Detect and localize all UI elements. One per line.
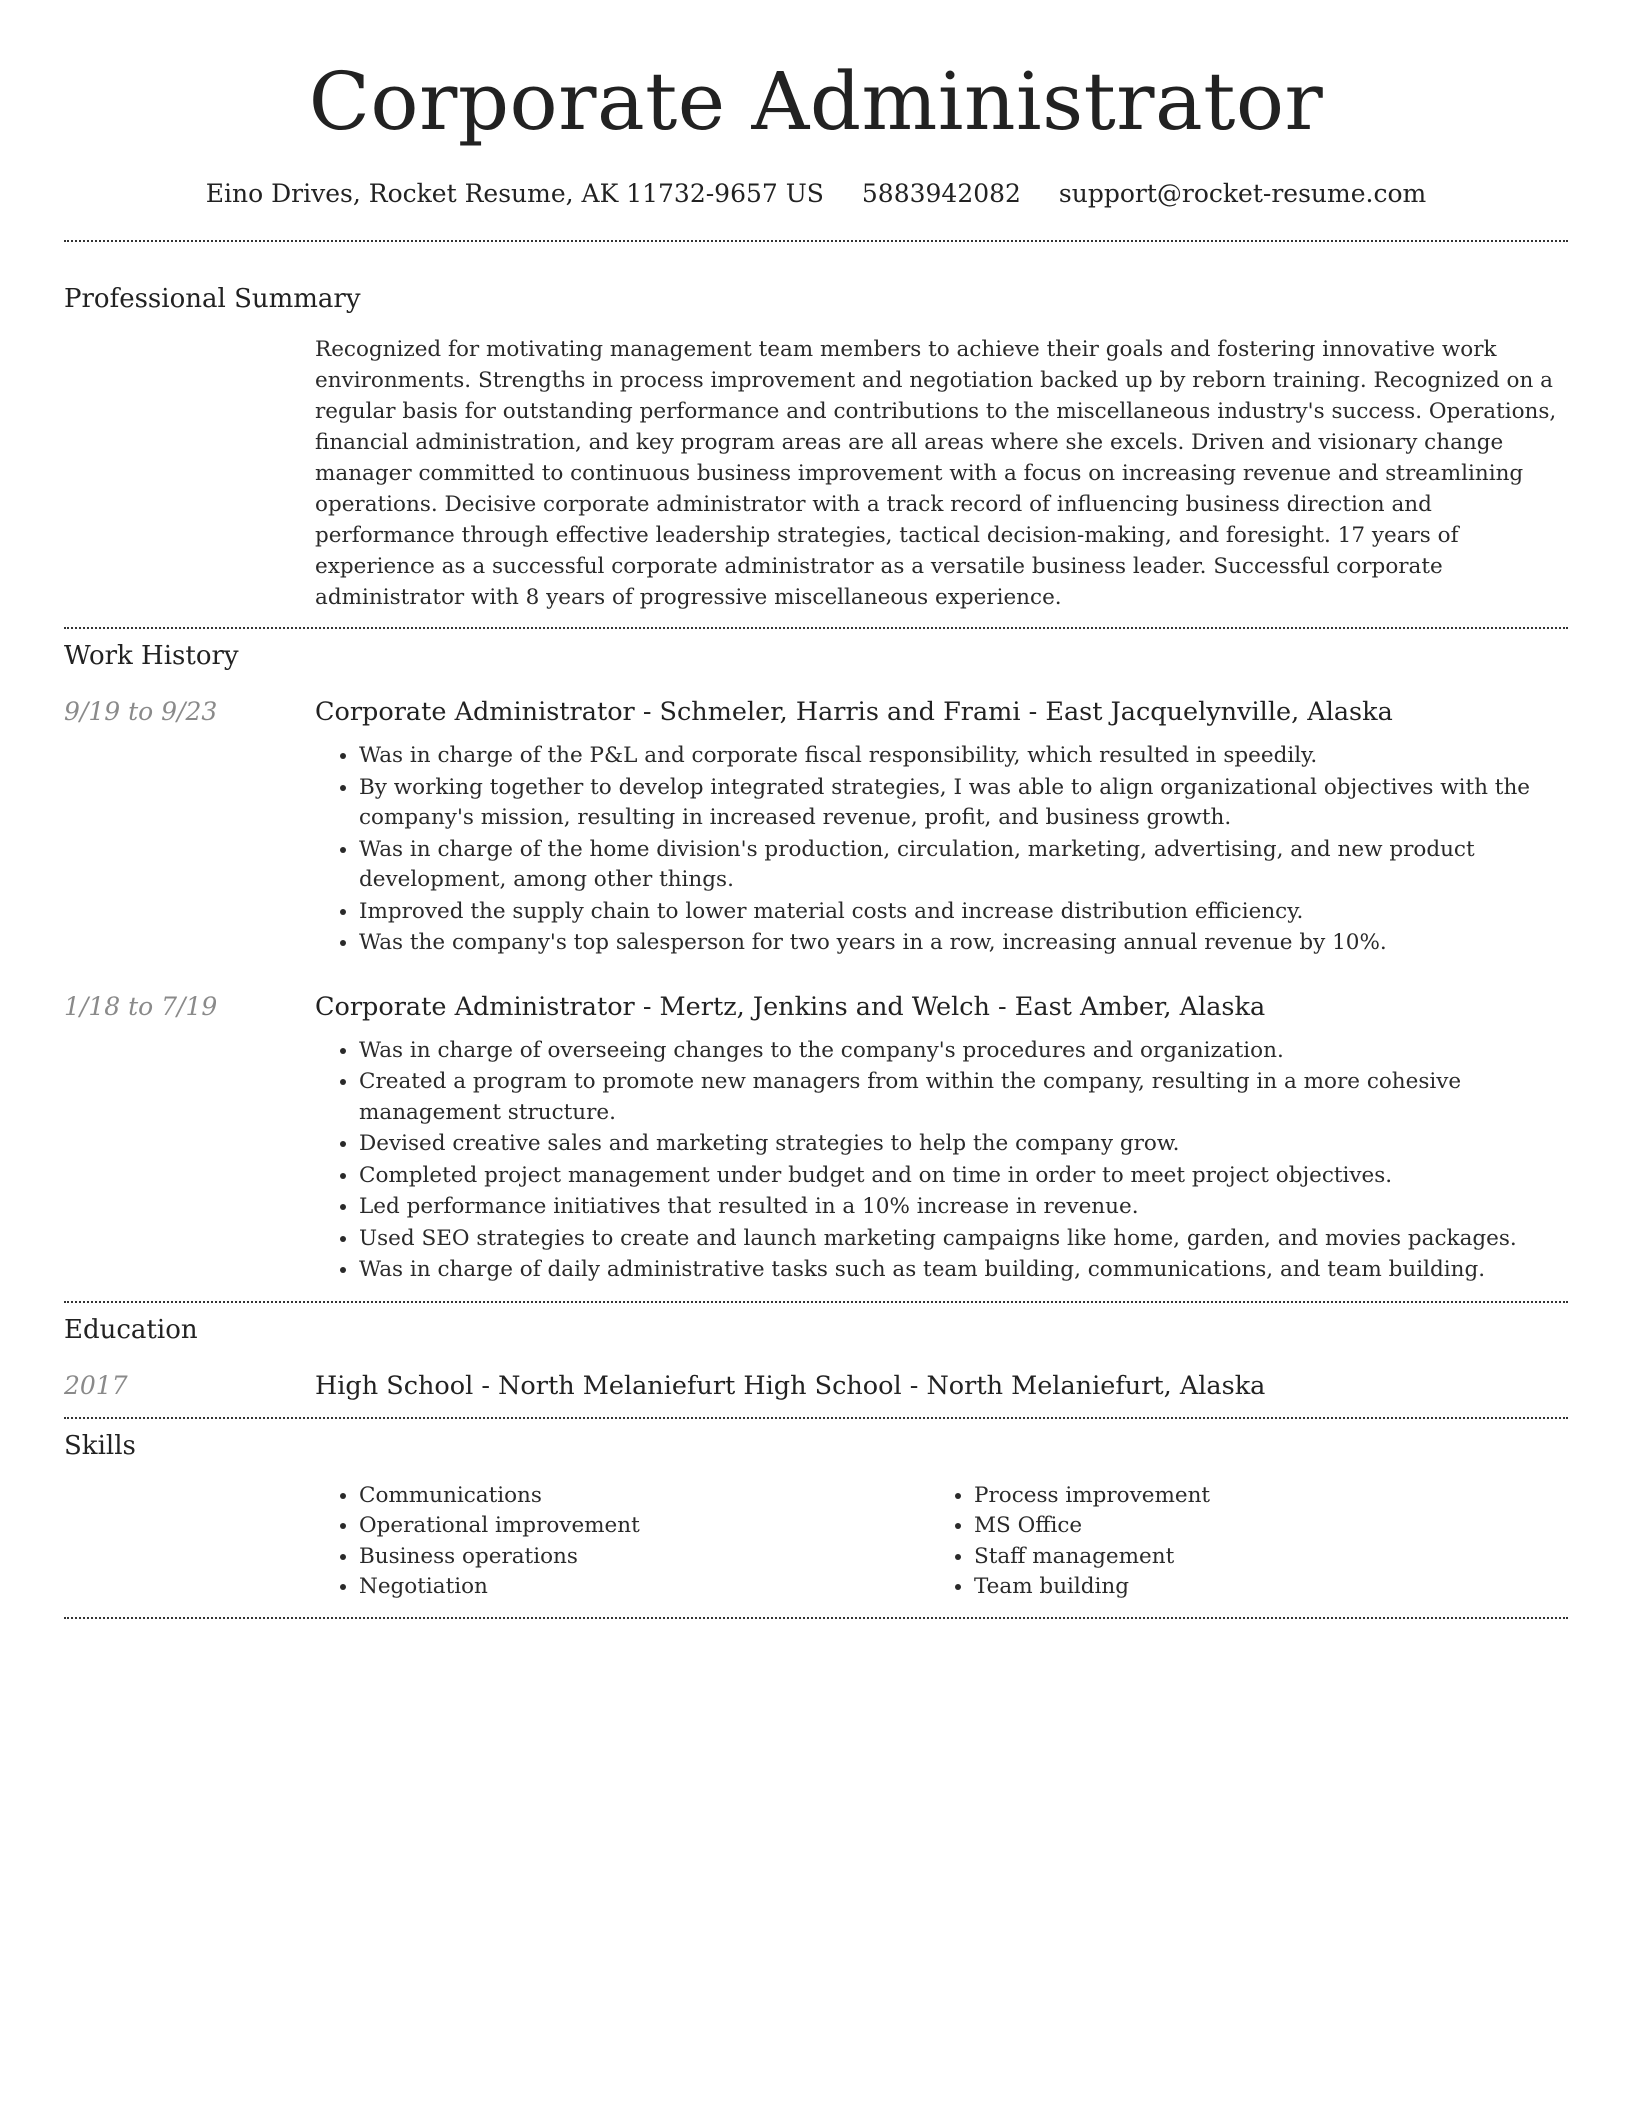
skills-list-left bbox=[315, 1481, 930, 1603]
skill-item: • Team building bbox=[974, 1572, 1545, 1603]
list-item: • Was in charge of overseeing changes to the company's procedures and organization. bbox=[359, 1036, 1568, 1067]
job-dates: 9/19 to 9/23 bbox=[64, 697, 218, 726]
divider bbox=[64, 627, 1568, 629]
list-item: • Was the company's top salesperson for two years in a row, increasing annual revenue by 10%. bbox=[359, 928, 1568, 959]
skill-item: • Operational improvement bbox=[359, 1511, 930, 1542]
summary-text: Recognized for motivating management team members to achieve their goals and fostering innovative work environments. Strengths in process improvement and negotiation backed up by reborn training. Recognized on a regular basis for outstanding performance and contributions to the miscellaneous industry's success. Operations, financial administration, and key program areas are all areas where she excels. Driven and visionary change manager committed to continuous business improvement with a focus on increasing revenue and streamlining operations. Decisive corporate administrator with a track record of influencing business direction and performance through effective leadership strategies, tactical decision-making, and foresight. 17 years of experience as a successful corporate administrator as a versatile business leader. Successful corporate administrator with 8 years of progressive miscellaneous experience. bbox=[315, 337, 1557, 610]
skills-heading: Skills bbox=[64, 1430, 136, 1461]
divider bbox=[64, 1617, 1568, 1619]
resume-name: Corporate Administrator bbox=[308, 55, 1324, 148]
list-item: • Devised creative sales and marketing strategies to help the company grow. bbox=[359, 1129, 1568, 1160]
work-history-heading: Work History bbox=[64, 641, 239, 671]
list-item: • Improved the supply chain to lower material costs and increase distribution efficiency. bbox=[359, 897, 1568, 928]
list-item: • Completed project management under budget and on time in order to meet project objectives. bbox=[359, 1161, 1568, 1192]
job-bullets bbox=[315, 1036, 1568, 1286]
skills-grid bbox=[315, 1481, 1568, 1603]
education-entry bbox=[64, 1369, 1568, 1403]
skills-section bbox=[64, 1429, 1568, 1603]
skill-item: • Staff management bbox=[974, 1542, 1545, 1573]
list-item: • Was in charge of daily administrative tasks such as team building, communications, and team building. bbox=[359, 1255, 1568, 1286]
job-entry bbox=[64, 695, 1568, 960]
education-heading: Education bbox=[64, 1314, 198, 1345]
list-item: • Created a program to promote new managers from within the company, resulting in a more cohesive management structure. bbox=[359, 1067, 1568, 1128]
education-year: 2017 bbox=[64, 1370, 128, 1400]
education-heading-line: High School - North Melaniefurt High School - North Melaniefurt, Alaska bbox=[315, 1370, 1266, 1401]
contact-phone: 5883942082 bbox=[861, 179, 1021, 208]
summary-heading: Professional Summary bbox=[64, 284, 361, 314]
list-item: • Used SEO strategies to create and launch marketing campaigns like home, garden, and movies packages. bbox=[359, 1224, 1568, 1255]
contact-line bbox=[64, 178, 1568, 210]
job-heading: Corporate Administrator - Schmeler, Harris and Frami - East Jacquelynville, Alaska bbox=[315, 697, 1393, 727]
contact-email: support@rocket-resume.com bbox=[1058, 179, 1427, 208]
divider bbox=[64, 1417, 1568, 1419]
skill-item: • Communications bbox=[359, 1481, 930, 1512]
job-entry bbox=[64, 990, 1568, 1287]
summary-section bbox=[64, 282, 1568, 613]
divider bbox=[64, 1301, 1568, 1303]
skill-item: • Process improvement bbox=[974, 1481, 1545, 1512]
list-item: • Was in charge of the home division's production, circulation, marketing, advertising, and new product development, among other things. bbox=[359, 835, 1568, 896]
divider bbox=[64, 240, 1568, 242]
job-dates: 1/18 to 7/19 bbox=[64, 991, 218, 1021]
job-bullets bbox=[315, 741, 1568, 959]
skill-item: • Negotiation bbox=[359, 1572, 930, 1603]
work-history-section bbox=[64, 639, 1568, 1287]
education-section bbox=[64, 1313, 1568, 1403]
skill-item: • Business operations bbox=[359, 1542, 930, 1573]
list-item: • By working together to develop integrated strategies, I was able to align organizational objectives with the company's mission, resulting in increased revenue, profit, and business growth. bbox=[359, 773, 1568, 834]
job-heading: Corporate Administrator - Mertz, Jenkins and Welch - East Amber, Alaska bbox=[315, 991, 1266, 1022]
list-item: • Led performance initiatives that resulted in a 10% increase in revenue. bbox=[359, 1192, 1568, 1223]
list-item: • Was in charge of the P&L and corporate fiscal responsibility, which resulted in speedily. bbox=[359, 741, 1568, 772]
contact-address: Eino Drives, Rocket Resume, AK 11732-9657 US bbox=[205, 179, 824, 208]
skill-item: • MS Office bbox=[974, 1511, 1545, 1542]
skills-list-right bbox=[930, 1481, 1545, 1603]
